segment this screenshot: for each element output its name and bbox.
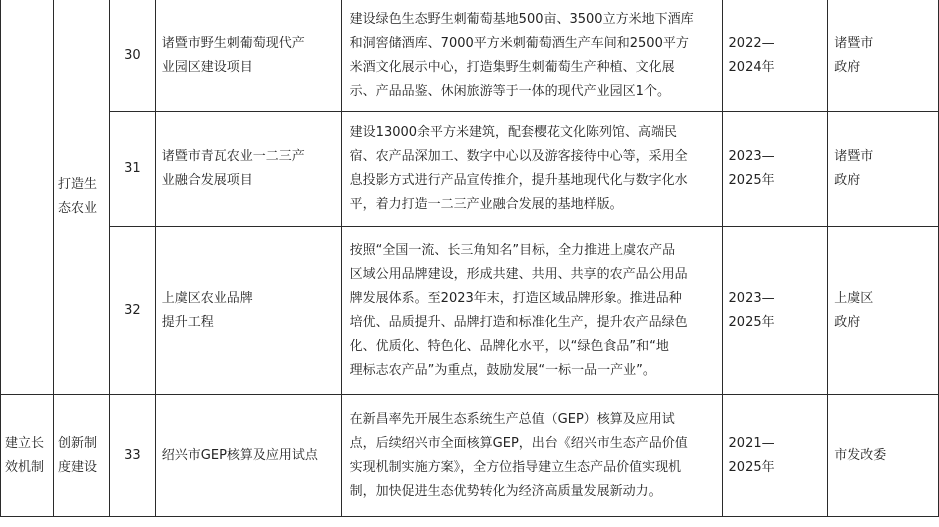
description-line: 实现机制实施方案》，全方位指导建立生态产品价值实现机 [349,459,682,475]
project-period [722,395,828,517]
unit-line: 政府 [834,59,861,75]
project-name [155,0,341,112]
category-cell [1,0,54,395]
description-line: 在新昌率先开展生态系统生产总值（GEP）核算及应用试 [349,411,675,427]
description-line: 息投影方式进行产品宣传推介，提升基地现代化与数字化水 [349,173,688,188]
unit-line: 政府 [834,173,861,188]
subcategory-line: 打造生 [57,177,97,192]
project-period [722,0,828,112]
table-row [1,395,939,517]
project-name-line: 业园区建设项目 [161,59,253,75]
period-line: 2025年 [728,314,775,330]
unit-line: 市发改委 [834,447,887,463]
subcategory-line: 创新制 [57,435,97,451]
period-line: 2025年 [728,459,775,475]
subcategory-cell [53,0,109,395]
unit-line: 政府 [834,314,861,330]
project-description [341,395,722,517]
table-row [1,227,939,395]
subcategory-cell [53,395,109,517]
row-number: 32 [109,227,155,395]
row-number: 31 [109,112,155,227]
project-name-line: 诸暨市野生刺葡萄现代产 [161,35,305,51]
project-name [155,395,341,517]
period-line: 2025年 [728,173,775,188]
description-line: 示、产品品鉴、休闲旅游等于一体的现代产业园区1个。 [349,83,670,99]
description-line: 建设13000余平方米建筑，配套樱花文化陈列馆、高端民 [349,125,678,140]
project-name [155,227,341,395]
description-line: 米酒文化展示中心，打造集野生刺葡萄生产种植、文化展 [349,59,675,75]
description-line: 理标志农产品”为重点，鼓励发展“一标一品一产业”。 [349,362,656,378]
period-line: 2021— [728,435,775,451]
category-line: 效机制 [5,459,45,475]
table-row [1,0,939,112]
period-line: 2024年 [728,59,775,75]
project-name-line: 绍兴市GEP核算及应用试点 [161,447,318,463]
description-line: 培优、品质提升、品牌打造和标准化生产，提升农产品绿色 [349,314,688,330]
row-number: 30 [109,0,155,112]
table-row [1,112,939,227]
responsible-unit [828,395,939,517]
project-period [722,112,828,227]
unit-line: 诸暨市 [834,149,874,164]
category-cell [1,395,54,517]
description-line: 按照“全国一流、长三角知名”目标，全力推进上虞农产品 [349,242,676,258]
description-line: 化、优质化、特色化、品牌化水平，以“绿色食品”和“地 [349,338,669,354]
description-line: 点，后续绍兴市全面核算GEP，出台《绍兴市生态产品价值 [349,435,688,451]
row-number: 33 [109,395,155,517]
period-line: 2023— [728,149,775,164]
project-name-line: 业融合发展项目 [161,173,253,188]
description-line: 牌发展体系。至2023年末，打造区域品牌形象。推进品种 [349,290,682,306]
project-description [341,227,722,395]
project-name-line: 提升工程 [161,314,214,330]
period-line: 2023— [728,290,775,306]
description-line: 平，着力打造一二三产业融合发展的基地样版。 [349,197,623,212]
description-line: 和洞窖储酒库、7000平方米刺葡萄酒生产车间和2500平方 [349,35,689,51]
project-period [722,227,828,395]
project-description [341,112,722,227]
description-line: 区域公用品牌建设，形成共建、共用、共享的农产品公用品 [349,266,688,282]
description-line: 宿、农产品深加工、数字中心以及游客接待中心等，采用全 [349,149,688,164]
responsible-unit [828,0,939,112]
description-line: 建设绿色生态野生刺葡萄基地500亩、3500立方米地下酒库 [349,11,694,27]
subcategory-line: 态农业 [57,201,97,216]
description-line: 制，加快促进生态优势转化为经济高质量发展新动力。 [349,483,662,499]
responsible-unit [828,227,939,395]
unit-line: 诸暨市 [834,35,874,51]
project-description [341,0,722,112]
project-name-line: 上虞区农业品牌 [161,290,253,306]
period-line: 2022— [728,35,775,51]
category-line: 建立长 [5,435,45,451]
unit-line: 上虞区 [834,290,874,306]
responsible-unit [828,112,939,227]
subcategory-line: 度建设 [57,459,97,475]
project-name-line: 诸暨市青瓦农业一二三产 [161,149,305,164]
project-name [155,112,341,227]
